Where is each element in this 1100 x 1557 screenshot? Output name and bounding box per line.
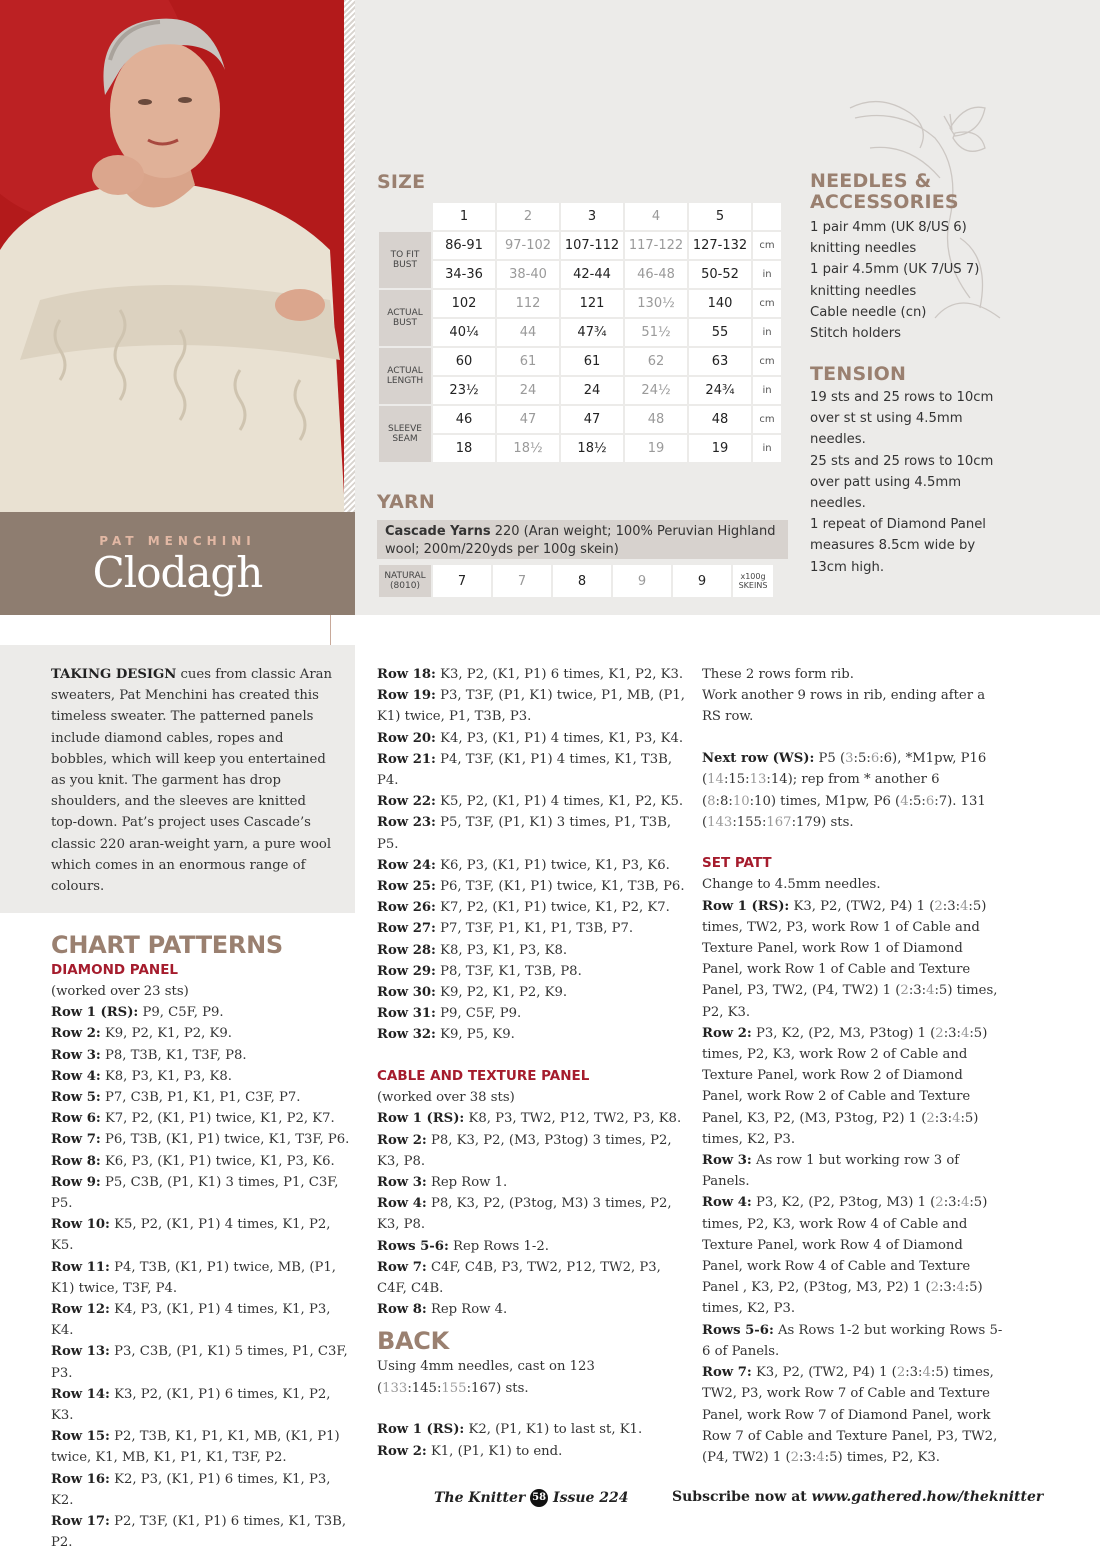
list-item: 25 sts and 25 rows to 10cm	[810, 453, 994, 469]
row-label: Row 4:	[51, 1068, 101, 1084]
column-1	[51, 930, 355, 1553]
pattern-row	[51, 1214, 355, 1256]
row-label: Row 21:	[377, 751, 436, 767]
row-label: Row 28:	[377, 942, 436, 958]
row-text: K4, P3, (K1, P1) 4 times, K1, P3, K4.	[435, 730, 684, 746]
row-label: Row 31:	[377, 1006, 436, 1022]
row-label: Row 7:	[51, 1132, 101, 1148]
row-label: Row 22:	[377, 794, 436, 810]
table-cell: 112	[497, 290, 559, 317]
table-cell: 50-52	[689, 261, 751, 288]
pattern-row	[51, 1066, 355, 1087]
row-text: P6, T3B, (K1, P1) twice, K1, T3F, P6.	[100, 1132, 350, 1148]
table-row	[379, 435, 781, 462]
row-label: Row 16:	[51, 1471, 110, 1487]
diamond-panel-heading: DIAMOND PANEL	[51, 962, 179, 978]
row-label: Row 7:	[702, 1365, 752, 1381]
row-label: Row 23:	[377, 815, 436, 831]
table-cell: 34-36	[433, 261, 495, 288]
diamond-rows-cont	[377, 664, 687, 1046]
unit-cell: cm	[753, 348, 781, 375]
row-label: Row 3:	[377, 1174, 427, 1190]
row-label: Row 4:	[702, 1195, 752, 1211]
pattern-row	[51, 1087, 355, 1108]
table-cell: 44	[497, 319, 559, 346]
pattern-row	[702, 1192, 1007, 1319]
rib-line-2: Work another 9 rows in rib, ending after a RS row.	[702, 688, 986, 725]
row-label: Row 2:	[377, 1443, 427, 1459]
row-label: Rows 5-6:	[377, 1238, 449, 1254]
list-item: needles.	[810, 496, 866, 512]
table-cell: 18	[433, 435, 495, 462]
yarn-desc: 220 (Aran weight; 100% Peruvian Highland wool; 200m/220yds per 100g skein)	[385, 524, 776, 557]
list-item: over patt using 4.5mm	[810, 474, 962, 490]
subscribe-label: Subscribe now at	[672, 1489, 807, 1505]
pattern-row	[51, 1469, 355, 1511]
footer-subscribe	[672, 1489, 1043, 1505]
model-photo-illustration	[0, 0, 355, 512]
row-text: K2, (P1, K1) to last st, K1.	[464, 1422, 643, 1438]
list-item: 13cm high.	[810, 559, 885, 575]
spacer	[377, 1046, 687, 1067]
row-label: Row 25:	[377, 879, 436, 895]
table-cell: 127-132	[689, 232, 751, 259]
row-text: K9, P2, K1, P2, K9.	[435, 985, 568, 1001]
model-photo	[0, 0, 355, 512]
row-label: Row 8:	[51, 1153, 101, 1169]
unit-cell: in	[753, 319, 781, 346]
size-number: 1	[433, 203, 495, 230]
pattern-row	[377, 664, 687, 685]
row-label: Row 29:	[377, 963, 436, 979]
row-label: Row 9:	[51, 1174, 101, 1190]
row-label: Row 1 (RS):	[51, 1005, 139, 1021]
list-item: knitting needles	[810, 241, 917, 257]
cable-panel-heading: CABLE AND TEXTURE PANEL	[377, 1068, 590, 1085]
yarn-colour-label: NATURAL (8010)	[379, 565, 431, 597]
row-text: P5 (3:5:6:6), *M1pw, P16 (14:15:13:14); rep from * another 6 (8:8:10:10) times, M1pw, P6 (4:5:6:7). 131 (143:155:167:179) sts.	[702, 751, 987, 830]
pattern-row	[51, 1341, 355, 1383]
row-text: P3, C3B, (P1, K1) 5 times, P1, C3F, P3.	[51, 1344, 348, 1381]
row-label: Row 2:	[702, 1025, 752, 1041]
table-cell: 19	[689, 435, 751, 462]
row-text: K3, P2, (K1, P1) 6 times, K1, P2, K3.	[435, 667, 684, 682]
row-label: Row 10:	[51, 1217, 110, 1233]
row-label: Row 15:	[51, 1429, 110, 1445]
row-text: K7, P2, (K1, P1) twice, K1, P2, K7.	[435, 900, 670, 916]
cable-panel-note: (worked over 38 sts)	[377, 1090, 515, 1106]
cast-on-g2: 155	[441, 1380, 467, 1396]
table-cell: 130½	[625, 290, 687, 317]
cable-rows	[377, 1108, 687, 1320]
row-text: As Rows 1-2 but working Rows 5-6 of Panels.	[702, 1322, 1003, 1359]
table-cell: 24	[497, 377, 559, 404]
cast-on-b: :145:	[407, 1380, 442, 1396]
yarn-brand: Cascade Yarns	[385, 524, 491, 539]
row-text: P3, K2, (P2, M3, P3tog) 1 (2:3:4:5) times, P2, K3, work Row 2 of Cable and Texture Panel, work Row 2 of Diamond Panel, work Row 2 of Cable and Texture Panel, K3, P2, (M3, P3tog, P2) 1 (2:3:4:5) times, K2, P3.	[702, 1025, 988, 1147]
row-text: K6, P3, (K1, P1) twice, K1, P3, K6.	[435, 857, 670, 873]
row-label: Row 1 (RS):	[702, 898, 790, 914]
back-row-1	[377, 1419, 687, 1440]
row-label: Row 7:	[377, 1259, 427, 1275]
row-label: Row 26:	[377, 900, 436, 916]
table-cell: 61	[497, 348, 559, 375]
size-table	[377, 201, 783, 464]
spacer	[702, 833, 1007, 854]
row-label: Row 17:	[51, 1514, 110, 1530]
rib-line-1: These 2 rows form rib.	[702, 667, 854, 682]
back-heading: BACK	[377, 1327, 449, 1356]
row-label: Row 14:	[51, 1386, 110, 1402]
row-label: Row 1 (RS):	[377, 1111, 465, 1127]
table-cell: 140	[689, 290, 751, 317]
row-label: Row 27:	[377, 921, 436, 937]
table-row	[379, 261, 781, 288]
row-text: K3, P2, (TW2, P4) 1 (2:3:4:5) times, TW2, P3, work Row 1 of Cable and Texture Panel, work Row 1 of Diamond Panel, work Row 1 of Cable and Texture Panel, P3, TW2, (P4, TW2) 1 (2:3:4:5) times, P2, K3.	[702, 898, 998, 1020]
cast-on-c: :167) sts.	[466, 1380, 529, 1396]
pattern-row	[377, 728, 687, 749]
row-label: Row 2:	[51, 1026, 101, 1042]
list-item: knitting needles	[810, 283, 917, 299]
list-item: needles.	[810, 432, 866, 448]
column-2	[377, 664, 687, 1462]
row-text: K3, P2, (K1, P1) 6 times, K1, P2, K3.	[51, 1386, 331, 1424]
row-text: P2, T3B, K1, P1, K1, MB, (K1, P1) twice, K1, MB, K1, P1, K1, T3F, P2.	[51, 1429, 340, 1466]
table-cell: 55	[689, 319, 751, 346]
row-label: Row 19:	[377, 688, 436, 704]
row-text: P8, T3F, K1, T3B, P8.	[435, 963, 582, 979]
page-number: 58	[530, 1489, 548, 1507]
size-number: 4	[625, 203, 687, 230]
table-cell: 24½	[625, 377, 687, 404]
row-text: K4, P3, (K1, P1) 4 times, K1, P3, K4.	[51, 1302, 331, 1339]
intro-lead: TAKING DESIGN	[51, 667, 177, 682]
list-item: 1 pair 4mm (UK 8/US 6)	[810, 220, 967, 235]
table-cell: 7	[433, 565, 491, 597]
unit-cell: cm	[753, 290, 781, 317]
size-heading: SIZE	[377, 171, 426, 193]
pattern-row	[377, 855, 687, 876]
row-label: ACTUAL LENGTH	[379, 348, 431, 404]
chart-patterns-heading: CHART PATTERNS	[51, 931, 283, 959]
cast-on-a: Using 4mm needles, cast on 123 (	[377, 1359, 595, 1396]
table-cell: 48	[689, 406, 751, 433]
diamond-panel-note: (worked over 23 sts)	[51, 984, 189, 999]
row-text: P9, C5F, P9.	[435, 1006, 522, 1022]
pattern-row	[377, 918, 687, 939]
table-cell: 102	[433, 290, 495, 317]
row-text: K6, P3, (K1, P1) twice, K1, P3, K6.	[100, 1153, 335, 1169]
row-label: SLEEVE SEAM	[379, 406, 431, 462]
table-cell: 63	[689, 348, 751, 375]
row-text: P3, K2, (P2, P3tog, M3) 1 (2:3:4:5) times, P2, K3, work Row 4 of Cable and Texture Panel, work Row 4 of Diamond Panel, work Row 4 of Cable and Texture Panel , K3, P2, (P3tog, M3, P2) 1 (2:3:4:5) times, K2, P3.	[702, 1195, 988, 1317]
table-row	[379, 406, 781, 433]
unit-cell: in	[753, 435, 781, 462]
row-text: P9, C5F, P9.	[138, 1005, 224, 1021]
table-cell: 60	[433, 348, 495, 375]
table-cell: 18½	[497, 435, 559, 462]
row-text: K2, P3, (K1, P1) 6 times, K1, P3, K2.	[51, 1471, 331, 1508]
table-cell: 51½	[625, 319, 687, 346]
table-cell: 46-48	[625, 261, 687, 288]
spacer	[377, 1399, 687, 1420]
pattern-row	[377, 812, 687, 854]
row-label: Row 13:	[51, 1344, 110, 1360]
table-cell: 24	[561, 377, 623, 404]
pattern-row	[51, 1384, 355, 1426]
needles-list	[810, 217, 1010, 344]
table-cell: 47	[561, 406, 623, 433]
cast-on-text	[377, 1356, 687, 1398]
size-number: 3	[561, 203, 623, 230]
footer-issue	[434, 1489, 629, 1507]
table-cell: 8	[553, 565, 611, 597]
table-cell: 107-112	[561, 232, 623, 259]
pattern-row	[702, 1150, 1007, 1192]
pattern-row	[702, 1023, 1007, 1150]
row-label: Row 8:	[377, 1302, 427, 1318]
yarn-quantity-table	[377, 563, 775, 599]
pattern-row	[702, 1320, 1007, 1362]
size-number: 2	[497, 203, 559, 230]
pattern-row	[51, 1151, 355, 1172]
tension-heading: TENSION	[810, 363, 907, 385]
pattern-row	[377, 982, 687, 1003]
table-cell: 47	[497, 406, 559, 433]
row-text: K8, P3, TW2, P12, TW2, P3, K8.	[464, 1111, 682, 1127]
unit-cell: in	[753, 261, 781, 288]
list-item: 19 sts and 25 rows to 10cm	[810, 390, 994, 405]
list-item: 1 pair 4.5mm (UK 7/US 7)	[810, 262, 980, 278]
table-row	[379, 377, 781, 404]
table-cell: 47¾	[561, 319, 623, 346]
table-cell: 121	[561, 290, 623, 317]
unit-cell: cm	[753, 406, 781, 433]
row-label: Row 18:	[377, 667, 436, 682]
table-cell: 9	[613, 565, 671, 597]
list-item: measures 8.5cm wide by	[810, 538, 976, 554]
row-label: Row 11:	[51, 1259, 110, 1275]
table-cell: 61	[561, 348, 623, 375]
row-text: P8, K3, P2, (M3, P3tog) 3 times, P2, K3, P8.	[377, 1132, 672, 1169]
row-text: P3, T3F, (P1, K1) twice, P1, MB, (P1, K1) twice, P1, T3B, P3.	[377, 688, 686, 725]
row-text: P4, T3B, (K1, P1) twice, MB, (P1, K1) twice, T3F, P4.	[51, 1259, 336, 1296]
list-item: 1 repeat of Diamond Panel	[810, 517, 986, 533]
row-text: P5, C3B, (P1, K1) 3 times, P1, C3F, P5.	[51, 1174, 339, 1212]
table-cell: 9	[673, 565, 731, 597]
table-cell: 62	[625, 348, 687, 375]
row-text: P8, K3, P2, (P3tog, M3) 3 times, P2, K3, P8.	[377, 1196, 672, 1233]
pattern-row	[51, 1002, 355, 1023]
row-label: Row 5:	[51, 1090, 101, 1106]
pattern-row	[51, 1045, 355, 1066]
pattern-row	[377, 1108, 687, 1129]
row-text: K7, P2, (K1, P1) twice, K1, P2, K7.	[100, 1111, 335, 1127]
row-label: Row 6:	[51, 1111, 101, 1127]
pattern-row	[377, 685, 687, 727]
size-corner-cell	[379, 203, 431, 230]
pattern-row	[51, 1257, 355, 1299]
table-row	[379, 348, 781, 375]
table-cell: 117-122	[625, 232, 687, 259]
yarn-description	[377, 520, 788, 559]
row-text: P8, T3B, K1, T3F, P8.	[100, 1047, 247, 1063]
pattern-row	[377, 749, 687, 791]
row-label: Row 20:	[377, 730, 436, 746]
pattern-row	[377, 1193, 687, 1235]
table-cell: 40¼	[433, 319, 495, 346]
row-text: P6, T3F, (K1, P1) twice, K1, T3B, P6.	[435, 879, 685, 895]
row-text: K9, P5, K9.	[435, 1027, 515, 1043]
pattern-row	[377, 1003, 687, 1024]
tension-text	[810, 387, 1010, 578]
pattern-row	[51, 1108, 355, 1129]
row-label: Row 30:	[377, 985, 436, 1001]
next-row	[702, 748, 1007, 833]
row-label: Row 12:	[51, 1302, 110, 1318]
set-patt-intro: Change to 4.5mm needles.	[702, 877, 881, 893]
row-text: P7, T3F, P1, K1, P1, T3B, P7.	[435, 921, 634, 937]
row-text: Rep Row 1.	[426, 1174, 508, 1190]
row-label: Row 3:	[702, 1153, 752, 1169]
table-cell: 97-102	[497, 232, 559, 259]
row-text: Rep Rows 1-2.	[448, 1238, 549, 1254]
table-row	[379, 290, 781, 317]
patt-rows	[702, 896, 1007, 1468]
table-cell: 23½	[433, 377, 495, 404]
issue-number: Issue 224	[553, 1490, 629, 1506]
unit-cell: in	[753, 377, 781, 404]
divider-tick	[330, 615, 331, 645]
pattern-row	[51, 1299, 355, 1341]
diamond-rows	[51, 1002, 355, 1553]
pattern-row	[377, 961, 687, 982]
list-item: Stitch holders	[810, 326, 902, 342]
row-label: Row 32:	[377, 1027, 436, 1043]
row-label: Rows 5-6:	[702, 1322, 774, 1338]
row-label: ACTUAL BUST	[379, 290, 431, 346]
pattern-row	[377, 897, 687, 918]
pattern-row	[51, 1511, 355, 1553]
pattern-row	[377, 791, 687, 812]
table-cell: 18½	[561, 435, 623, 462]
unit-cell: x100g SKEINS	[733, 565, 773, 597]
intro-paragraph	[51, 664, 336, 897]
pattern-row	[51, 1023, 355, 1044]
table-row	[379, 319, 781, 346]
table-cell: 86-91	[433, 232, 495, 259]
pattern-row	[377, 1236, 687, 1257]
yarn-heading: YARN	[377, 491, 435, 513]
row-label: Row 3:	[51, 1047, 101, 1063]
size-header-row	[379, 203, 781, 230]
pattern-row	[377, 1130, 687, 1172]
pattern-row	[377, 1172, 687, 1193]
list-item: over st st using 4.5mm	[810, 411, 963, 427]
row-label: Row 24:	[377, 857, 436, 873]
row-label: Next row (WS):	[702, 751, 815, 767]
row-label: Row 4:	[377, 1196, 427, 1212]
table-cell: 24¾	[689, 377, 751, 404]
intro-text: cues from classic Aran sweaters, Pat Menchini has created this timeless sweater. The patterned panels include diamond cables, ropes and bobbles, which will keep you entertained as you knit. The garment has drop shoulders, and the sleeves are knitted top-down. Pat’s project uses Cascade’s classic 220 aran-weight yarn, a pure wool which comes in an enormous range of colours.	[51, 667, 332, 895]
needles-heading: NEEDLES & ACCESSORIES	[810, 170, 959, 213]
set-patt-heading: SET PATT	[702, 855, 772, 872]
row-text: K1, (P1, K1) to end.	[426, 1443, 563, 1459]
table-cell: 46	[433, 406, 495, 433]
row-text: K5, P2, (K1, P1) 4 times, K1, P2, K5.	[51, 1217, 331, 1254]
table-cell: 48	[625, 406, 687, 433]
column-3	[702, 664, 1007, 1468]
unit-cell: cm	[753, 232, 781, 259]
pattern-row	[702, 1362, 1007, 1468]
pattern-row	[377, 876, 687, 897]
table-cell: 42-44	[561, 261, 623, 288]
pattern-row	[51, 1172, 355, 1214]
magazine-name: The Knitter	[434, 1490, 526, 1506]
table-cell: 19	[625, 435, 687, 462]
row-text: K9, P2, K1, P2, K9.	[100, 1026, 232, 1042]
row-text: P5, T3F, (P1, K1) 3 times, P1, T3B, P5.	[377, 815, 672, 852]
row-text: Rep Row 4.	[426, 1302, 508, 1318]
pattern-row	[377, 1299, 687, 1320]
table-row	[379, 232, 781, 259]
spacer	[702, 728, 1007, 749]
row-text: K8, P3, K1, P3, K8.	[100, 1068, 232, 1084]
row-text: K3, P2, (TW2, P4) 1 (2:3:4:5) times, TW2, P3, work Row 7 of Cable and Texture Panel, work Row 7 of Diamond Panel, work Row 7 of Cable and Texture Panel, P3, TW2, (P4, TW2) 1 (2:3:4:5) times, P2, K3.	[702, 1365, 998, 1465]
row-label: Row 2:	[377, 1132, 427, 1148]
row-label: Row 1 (RS):	[377, 1422, 465, 1438]
row-text: P7, C3B, P1, K1, P1, C3F, P7.	[100, 1090, 301, 1106]
designer-name: PAT MENCHINI	[99, 534, 256, 548]
pattern-row	[377, 1024, 687, 1045]
size-unit-blank	[753, 203, 781, 230]
pattern-row	[702, 896, 1007, 1023]
pattern-row	[51, 1129, 355, 1150]
subscribe-url[interactable]: www.gathered.how/theknitter	[811, 1489, 1044, 1505]
pattern-row	[51, 1426, 355, 1468]
title-box	[0, 512, 355, 615]
table-row	[379, 565, 773, 597]
row-text: C4F, C4B, P3, TW2, P12, TW2, P3, C4F, C4B.	[377, 1259, 661, 1296]
row-label: TO FIT BUST	[379, 232, 431, 288]
back-row-2	[377, 1441, 687, 1462]
row-text: P2, T3F, (K1, P1) 6 times, K1, T3B, P2.	[51, 1514, 347, 1551]
row-text: K5, P2, (K1, P1) 4 times, K1, P2, K5.	[435, 794, 684, 810]
row-text: K8, P3, K1, P3, K8.	[435, 942, 568, 958]
table-cell: 7	[493, 565, 551, 597]
size-number: 5	[689, 203, 751, 230]
row-text: As row 1 but working row 3 of Panels.	[702, 1153, 960, 1190]
list-item: Cable needle (cn)	[810, 304, 927, 320]
cast-on-g1: 133	[382, 1380, 408, 1396]
row-text: P4, T3F, (K1, P1) 4 times, K1, T3B, P4.	[377, 751, 673, 789]
pattern-row	[377, 1257, 687, 1299]
table-cell: 38-40	[497, 261, 559, 288]
pattern-title: Clodagh	[92, 548, 263, 597]
pattern-row	[377, 940, 687, 961]
